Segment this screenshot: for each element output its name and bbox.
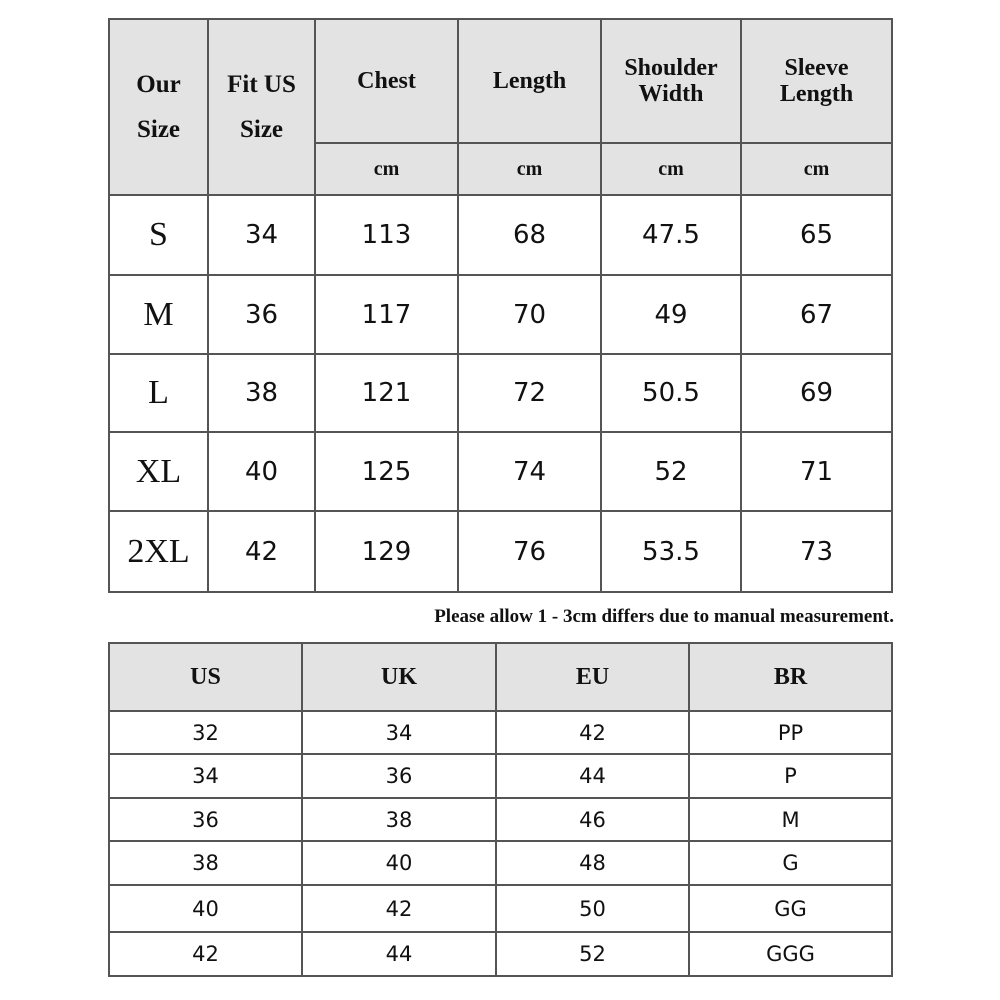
header-length: Length: [458, 19, 601, 143]
header-uk: UK: [302, 643, 496, 711]
header-fit-us-size: Fit US Size: [208, 19, 315, 195]
length-value: 70: [458, 275, 601, 354]
chest-value: 125: [315, 432, 458, 511]
uk-value: 40: [302, 841, 496, 885]
us-value: 38: [109, 841, 302, 885]
br-value: PP: [689, 711, 892, 754]
br-value: P: [689, 754, 892, 798]
eu-value: 48: [496, 841, 689, 885]
us-value: 32: [109, 711, 302, 754]
table-row: [109, 798, 892, 841]
eu-value: 42: [496, 711, 689, 754]
sleeve-value: 67: [741, 275, 892, 354]
size-label: XL: [109, 432, 208, 511]
header-eu: EU: [496, 643, 689, 711]
uk-value: 34: [302, 711, 496, 754]
eu-value: 50: [496, 885, 689, 932]
table-row: [109, 754, 892, 798]
header-shoulder-width: Shoulder Width: [601, 19, 741, 143]
length-value: 74: [458, 432, 601, 511]
table-row: [109, 885, 892, 932]
chest-value: 117: [315, 275, 458, 354]
uk-value: 36: [302, 754, 496, 798]
measurement-note: Please allow 1 - 3cm differs due to manual measurement.: [434, 606, 894, 627]
header-sleeve-length: Sleeve Length: [741, 19, 892, 143]
size-label: S: [109, 195, 208, 275]
shoulder-value: 49: [601, 275, 741, 354]
shoulder-value: 53.5: [601, 511, 741, 592]
uk-value: 38: [302, 798, 496, 841]
unit-chest: cm: [315, 143, 458, 195]
unit-shoulder-width: cm: [601, 143, 741, 195]
length-value: 68: [458, 195, 601, 275]
header-chest: Chest: [315, 19, 458, 143]
header-our-size: Our Size: [109, 19, 208, 195]
us-size-value: 36: [208, 275, 315, 354]
eu-value: 44: [496, 754, 689, 798]
table-row: [109, 711, 892, 754]
eu-value: 52: [496, 932, 689, 976]
table-row: [109, 354, 892, 432]
size-label: L: [109, 354, 208, 432]
shoulder-value: 50.5: [601, 354, 741, 432]
size-label: 2XL: [109, 511, 208, 592]
table-row: [109, 511, 892, 592]
header-br: BR: [689, 643, 892, 711]
us-size-value: 34: [208, 195, 315, 275]
us-size-value: 42: [208, 511, 315, 592]
shoulder-value: 47.5: [601, 195, 741, 275]
shoulder-value: 52: [601, 432, 741, 511]
us-size-value: 38: [208, 354, 315, 432]
us-value: 42: [109, 932, 302, 976]
table-row: [109, 195, 892, 275]
unit-length: cm: [458, 143, 601, 195]
size-label: M: [109, 275, 208, 354]
chest-value: 129: [315, 511, 458, 592]
us-value: 40: [109, 885, 302, 932]
table-row: [109, 432, 892, 511]
chest-value: 121: [315, 354, 458, 432]
chest-value: 113: [315, 195, 458, 275]
sleeve-value: 73: [741, 511, 892, 592]
sleeve-value: 65: [741, 195, 892, 275]
header-us: US: [109, 643, 302, 711]
eu-value: 46: [496, 798, 689, 841]
size-chart-table: [108, 18, 893, 593]
uk-value: 42: [302, 885, 496, 932]
size-conversion-table: [108, 642, 893, 977]
br-value: GG: [689, 885, 892, 932]
unit-sleeve-length: cm: [741, 143, 892, 195]
br-value: GGG: [689, 932, 892, 976]
br-value: G: [689, 841, 892, 885]
table-row: [109, 841, 892, 885]
uk-value: 44: [302, 932, 496, 976]
sleeve-value: 69: [741, 354, 892, 432]
sleeve-value: 71: [741, 432, 892, 511]
table-row: [109, 275, 892, 354]
br-value: M: [689, 798, 892, 841]
us-value: 36: [109, 798, 302, 841]
us-value: 34: [109, 754, 302, 798]
table-row: [109, 932, 892, 976]
length-value: 76: [458, 511, 601, 592]
us-size-value: 40: [208, 432, 315, 511]
length-value: 72: [458, 354, 601, 432]
